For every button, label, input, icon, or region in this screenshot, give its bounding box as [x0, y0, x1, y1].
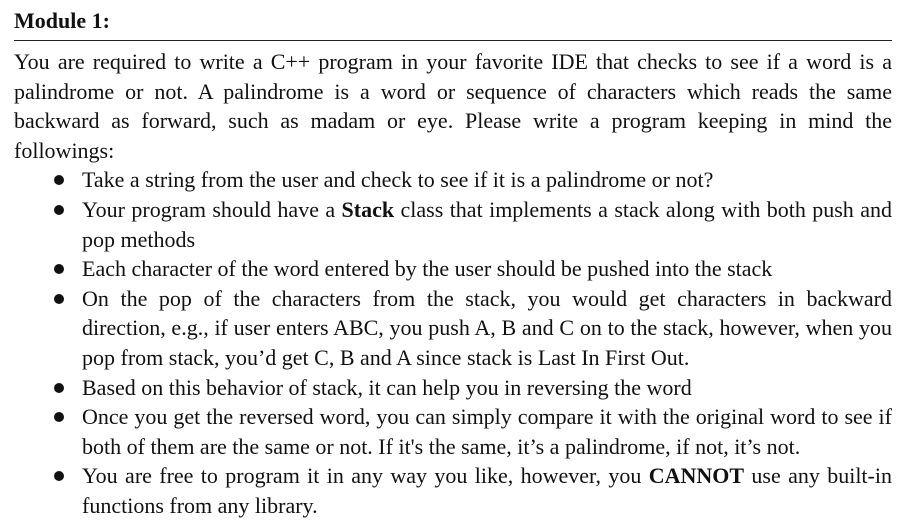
list-item-text-before: Your program should have a — [82, 196, 342, 222]
list-item — [14, 195, 892, 254]
list-item — [14, 373, 892, 403]
list-item-text-after: class that implements a stack along with both push and pop methods — [82, 196, 892, 252]
list-item-text-before: You are free to program it in any way you like, however, you — [82, 463, 649, 489]
list-item-text: On the pop of the characters from the stack, you would get characters in backward direction, e.g., if user enters ABC, you push A, B and C on to the stack, however, when you pop from stack, you’d get C, B and A since stack is Last In First Out. — [82, 285, 892, 370]
list-item — [14, 284, 892, 373]
requirements-list — [14, 165, 892, 520]
title-divider — [14, 40, 892, 41]
list-item-text: Based on this behavior of stack, it can help you in reversing the word — [82, 374, 692, 400]
list-item — [14, 254, 892, 284]
list-item-text-after: use any built-in functions from any library. — [82, 463, 892, 518]
intro-paragraph: You are required to write a C++ program in your favorite IDE that checks to see if a word is a palindrome or not. A palindrome is a word or sequence of characters which reads the same backward as forward, such as madam or eye. Please write a program keeping in mind the followings: — [14, 49, 892, 163]
bullet-icon — [54, 175, 64, 185]
bullet-icon — [54, 412, 64, 422]
bullet-icon — [54, 264, 64, 274]
module-title: Module 1: — [14, 8, 110, 33]
list-item — [14, 461, 892, 520]
list-item-text: Take a string from the user and check to see if it is a palindrome or not? — [82, 167, 714, 193]
list-item-text: Each character of the word entered by the user should be pushed into the stack — [82, 256, 773, 282]
list-item — [14, 402, 892, 461]
list-item — [14, 165, 892, 195]
list-item-text: Once you get the reversed word, you can simply compare it with the original word to see if both of them are the same or not. If it's the same, it’s a palindrome, if not, it’s not. — [82, 404, 892, 459]
bullet-icon — [54, 383, 64, 393]
list-item-bold: CANNOT — [648, 463, 745, 489]
bullet-icon — [54, 205, 64, 215]
bullet-icon — [54, 294, 64, 304]
list-item-bold: Stack — [341, 196, 395, 222]
bullet-icon — [54, 471, 64, 481]
